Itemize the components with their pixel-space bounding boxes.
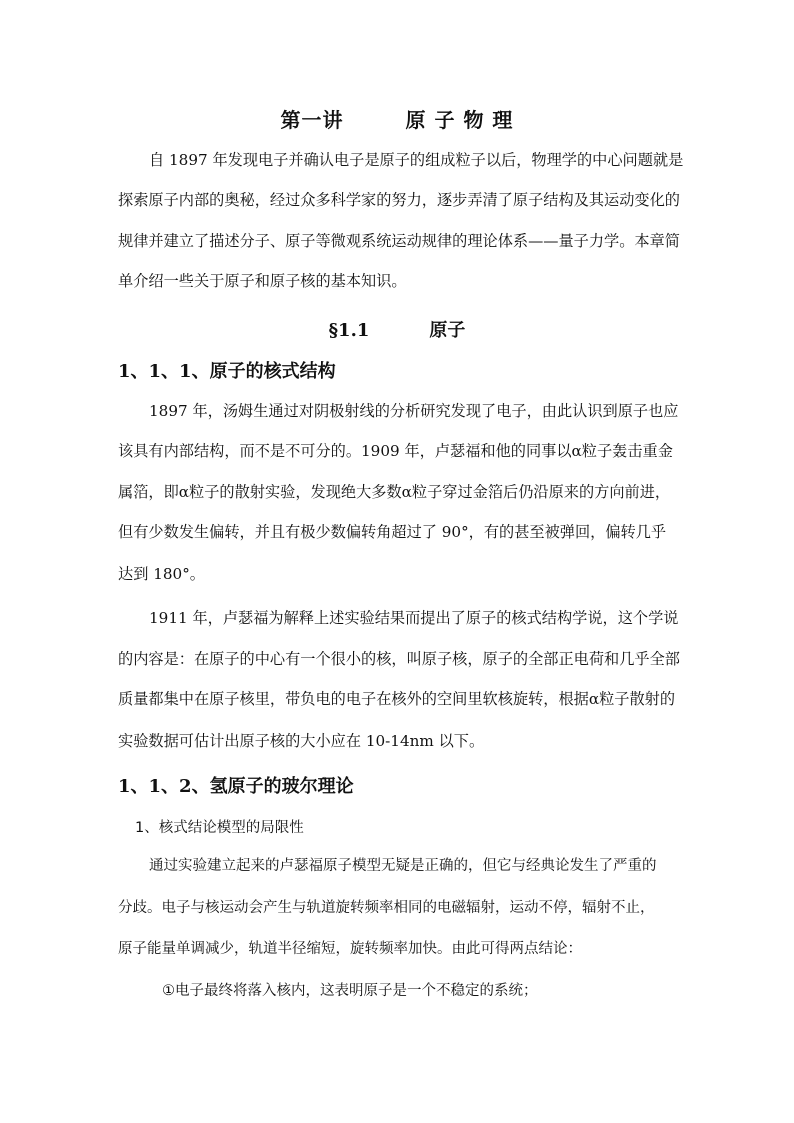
lecture-topic: 原 子 物 理 — [405, 108, 514, 132]
para2-line-3: 质量都集中在原子核里，带负电的电子在核外的空间里软核旋转，根据α粒子散射的 — [118, 690, 676, 708]
para1-line-1: 1897 年，汤姆生通过对阴极射线的分析研究发现了电子，由此认识到原子也应 — [149, 402, 679, 420]
para1-line-2: 该具有内部结构，而不是不可分的。1909 年，卢瑟福和他的同事以α粒子轰击重金 — [118, 442, 673, 460]
subsection-heading-1-1-2: 1、1、2、氢原子的玻尔理论 — [118, 776, 354, 797]
para1-line-4: 但有少数发生偏转，并且有极少数偏转角超过了 90°，有的甚至被弹回，偏转几乎 — [118, 523, 667, 541]
para1-line-5: 达到 180°。 — [118, 565, 205, 583]
para2-line-1: 1911 年，卢瑟福为解释上述实验结果而提出了原子的核式结构学说，这个学说 — [149, 609, 679, 627]
intro-line-4: 单介绍一些关于原子和原子核的基本知识。 — [118, 272, 407, 290]
subsection-heading-1-1-1: 1、1、1、原子的核式结构 — [118, 361, 336, 382]
para3-line-1: 通过实验建立起来的卢瑟福原子模型无疑是正确的，但它与经典论发生了严重的 — [149, 858, 657, 874]
section-heading — [0, 316, 794, 342]
intro-line-2: 探索原子内部的奥秘，经过众多科学家的努力，逐步弄清了原子结构及其运动变化的 — [118, 191, 680, 209]
para2-line-4: 实验数据可估计出原子核的大小应在 10-14nm 以下。 — [118, 732, 485, 750]
lecture-title — [0, 104, 794, 133]
section-number: §1.1 — [328, 320, 370, 341]
para1-line-3: 属箔，即α粒子的散射实验，发现绝大多数α粒子穿过金箔后仍沿原来的方向前进， — [118, 483, 671, 501]
para2-line-2: 的内容是：在原子的中心有一个很小的核，叫原子核，原子的全部正电荷和几乎全部 — [118, 650, 680, 668]
subheading-limitations: 1、核式结论模型的局限性 — [135, 820, 304, 836]
conclusion-item-1: ①电子最终将落入核内，这表明原子是一个不稳定的系统； — [162, 983, 538, 999]
para3-line-3: 原子能量单调减少，轨道半径缩短，旋转频率加快。由此可得两点结论： — [118, 941, 582, 957]
intro-line-1: 自 1897 年发现电子并确认电子是原子的组成粒子以后，物理学的中心问题就是 — [149, 151, 684, 169]
section-name: 原子 — [429, 320, 466, 341]
intro-line-3: 规律并建立了描述分子、原子等微观系统运动规律的理论体系——量子力学。本章简 — [118, 232, 680, 250]
para3-line-2: 分歧。电子与核运动会产生与轨道旋转频率相同的电磁辐射，运动不停，辐射不止， — [118, 900, 655, 916]
lecture-number: 第一讲 — [280, 108, 344, 132]
